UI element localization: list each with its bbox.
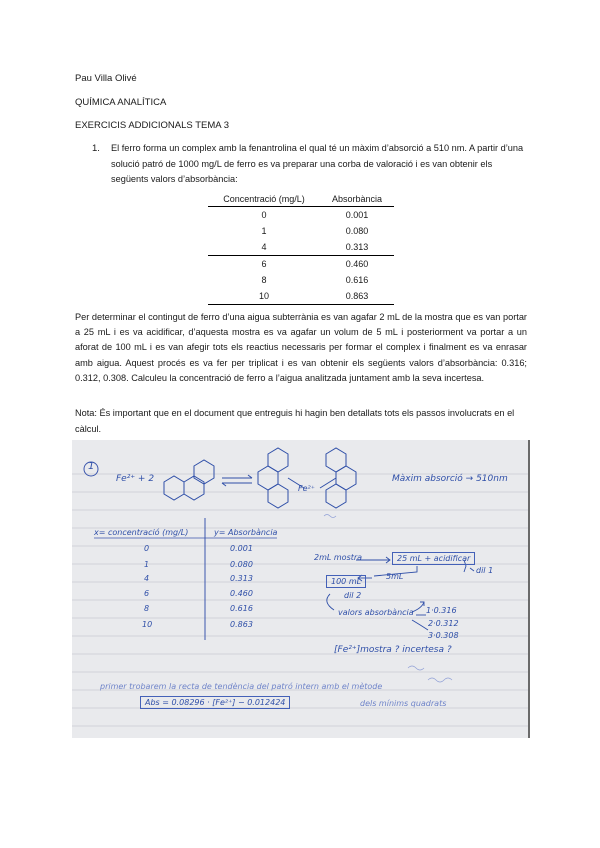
hand-table-cell: 0.080	[230, 560, 253, 569]
problem-paragraph: Per determinar el contingut de ferro d’una aigua subterrània es van agafar 2 mL de la mostra que es van portar a 25 mL i es va acidificar, d’aquesta mostra es va agafar un volum de 5 mL i posteriorment va portar a un aforat de 100 mL i es van afegir tots els reactius necessaris per formar el complex i finalment es va enrasar amb aigua. Aquest procés es va fer per triplicat i es van obtenir els següents valors d’absorbància: 0.316; 0.312, 0.308. Calculeu la concentració de ferro a l’aigua analitzada juntament amb la seva incertesa.	[75, 312, 527, 383]
table-cell: 0.616	[345, 275, 369, 285]
hand-max-absorption: Màxim absorció → 510nm	[392, 474, 508, 484]
table-cell: 4	[261, 242, 267, 252]
phenanthroline-molecule-icon	[164, 460, 214, 500]
hand-table-cell: 0.460	[230, 589, 253, 598]
table-cell: 6	[208, 256, 320, 273]
column-header: Absorbància	[320, 193, 394, 207]
table-header-row	[208, 193, 394, 207]
hand-step-5ml: 5mL	[386, 572, 404, 581]
hand-table-cell: 4	[144, 574, 150, 583]
hand-sample-volume: 2mL mostra	[314, 553, 363, 562]
table-row	[208, 239, 394, 256]
subject-title: QUÍMICA ANALÍTICA	[75, 97, 167, 108]
table-cell: 0.001	[345, 210, 369, 220]
column-header: Concentració (mg/L)	[208, 193, 320, 207]
equilibrium-arrow-icon	[222, 475, 252, 486]
hand-table-cell: 0	[144, 544, 150, 553]
hand-method-line-2: dels mínims quadrats	[360, 699, 447, 708]
note-text: Nota: És important que en el document que entreguis hi hagin ben detallats tots els passos involucrats en el càlcul.	[75, 408, 515, 434]
table-row	[208, 272, 394, 288]
hand-absorbance-value: 1·0.316	[426, 606, 457, 615]
table-cell: 0.080	[345, 226, 369, 236]
hand-question: [Fe²⁺]mostra ? incertesa ?	[334, 645, 452, 655]
hand-dilution-1: dil 1	[476, 566, 494, 575]
table-row	[208, 288, 394, 305]
hand-absorbance-values-label: valors absorbància	[338, 608, 414, 617]
table-cell: 1	[261, 226, 267, 236]
hand-absorbance-value: 2·0.312	[428, 619, 459, 628]
author-name: Pau Villa Olivé	[75, 73, 137, 84]
hand-table-header-x: x= concentració (mg/L)	[94, 528, 189, 537]
table-cell: 0.863	[320, 288, 394, 305]
hand-step-25ml: 25 mL + acidificar	[392, 552, 475, 565]
hand-reaction-left: Fe²⁺ + 2	[116, 474, 155, 484]
table-cell: 10	[208, 288, 320, 305]
exercise-set-title: EXERCICIS ADDICIONALS TEMA 3	[75, 120, 229, 131]
hand-dilution-2: dil 2	[344, 591, 362, 600]
table-cell: 0.460	[320, 256, 394, 273]
table-row	[208, 207, 394, 224]
hand-table-header-y: y= Absorbància	[214, 528, 278, 537]
hand-step-100ml: 100 mL	[326, 575, 366, 588]
hand-table-cell: 10	[142, 620, 153, 629]
hand-table-cell: 1	[144, 560, 150, 569]
hand-table-cell: 0.313	[230, 574, 253, 583]
table-row	[208, 256, 394, 273]
hand-table-cell: 0.616	[230, 604, 253, 613]
hand-table-cell: 6	[144, 589, 150, 598]
handwritten-notes-photo	[72, 440, 530, 738]
hand-table-cell: 8	[144, 604, 150, 613]
question-number: 1.	[92, 143, 100, 154]
table-cell: 8	[261, 275, 267, 285]
table-cell: 0.313	[345, 242, 369, 252]
hand-fe-label: Fe²⁺	[298, 484, 315, 493]
question-text: El ferro forma un complex amb la fenantrolina el qual té un màxim d’absorció a 510 nm. A partir d’una solució patró de 1000 mg/L de ferro es va preparar una corba de valoració i es van obtenir els següents valors d’absorbància:	[111, 143, 524, 184]
calibration-table	[208, 193, 394, 305]
hand-circle-number: 1	[88, 461, 95, 472]
hand-table-cell: 0.863	[230, 620, 253, 629]
hand-table-cell: 0.001	[230, 544, 253, 553]
table-row	[208, 223, 394, 239]
iron-complex-molecule-icon	[258, 448, 356, 508]
hand-method-line-1: primer trobarem la recta de tendència del patró intern amb el mètode	[100, 682, 383, 691]
hand-regression-equation: Abs = 0.08296 · [Fe²⁺] − 0.012424	[140, 696, 290, 709]
table-cell: 0	[261, 210, 267, 220]
hand-absorbance-value: 3·0.308	[428, 631, 459, 640]
